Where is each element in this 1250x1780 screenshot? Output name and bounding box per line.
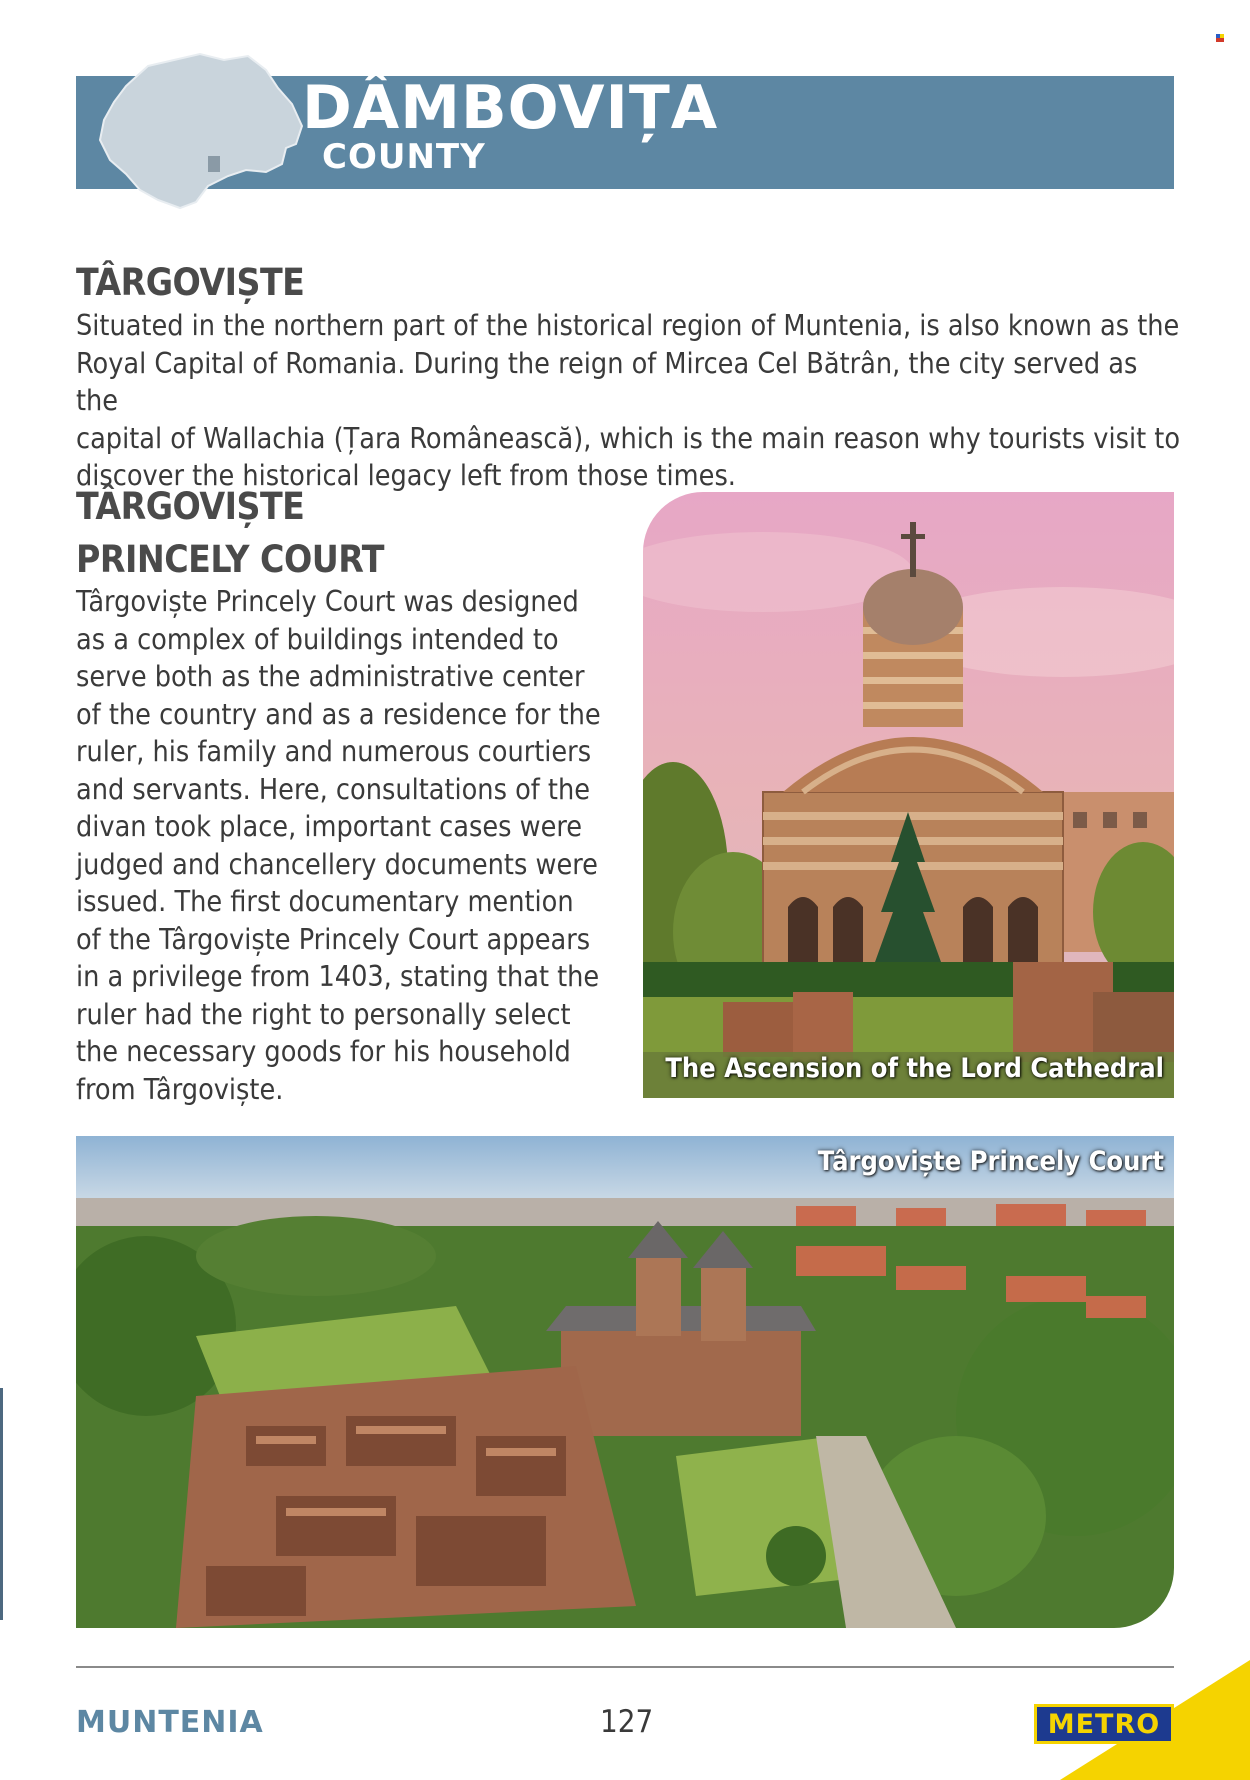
footer-region-label: MUNTENIA — [76, 1705, 264, 1740]
text-line: Royal Capital of Romania. During the reign of Mircea Cel Bătrân, the city served as the — [76, 346, 1138, 417]
page-number: 127 — [600, 1704, 654, 1740]
text-line: of the Târgoviște Princely Court appears — [76, 922, 591, 956]
text-line: and servants. Here, consultations of the — [76, 772, 590, 806]
section-heading-targoviste: TÂRGOVIȘTE — [76, 261, 305, 304]
text-line: of the country and as a residence for the — [76, 697, 601, 731]
text-line: ruler, his family and numerous courtiers — [76, 735, 592, 768]
cathedral-caption: The Ascension of the Lord Cathedral — [665, 1053, 1164, 1084]
text-line: judged and chancellery documents were — [76, 847, 598, 881]
text-line: discover the historical legacy left from those times. — [76, 459, 736, 492]
heading-line: TÂRGOVIȘTE — [76, 485, 305, 528]
text-line: in a privilege from 1403, stating that the — [76, 960, 600, 993]
text-line: serve both as the administrative center — [76, 660, 585, 693]
text-line: ruler had the right to personally select — [76, 997, 571, 1031]
heading-line: PRINCELY COURT — [76, 538, 384, 581]
cathedral-photo — [643, 492, 1174, 1098]
text-line: divan took place, important cases were — [76, 810, 583, 843]
text-line: as a complex of buildings intended to — [76, 622, 559, 656]
princely-court-paragraph — [76, 583, 636, 1108]
text-line: Situated in the northern part of the historical region of Muntenia, is also known as the — [76, 309, 1180, 342]
princely-court-photo — [76, 1136, 1174, 1628]
princely-court-caption: Târgoviște Princely Court — [817, 1146, 1164, 1177]
text-line: capital of Wallachia (Țara Românească), which is the main reason why tourists visit to — [76, 421, 1180, 455]
metro-logo: METRO — [1034, 1704, 1174, 1744]
county-subtitle: COUNTY — [322, 137, 486, 177]
text-line: issued. The first documentary mention — [76, 885, 574, 918]
romania-map-icon — [96, 52, 306, 210]
text-line: the necessary goods for his household — [76, 1035, 571, 1068]
footer-divider — [76, 1666, 1174, 1668]
section-intro-paragraph — [76, 307, 1186, 495]
county-title: DÂMBOVIȚA — [302, 73, 719, 143]
page-edge-mark — [0, 1388, 3, 1620]
corner-marker-icon — [1216, 34, 1224, 42]
text-line: from Târgoviște. — [76, 1072, 284, 1106]
text-line: Târgoviște Princely Court was designed — [76, 585, 579, 618]
